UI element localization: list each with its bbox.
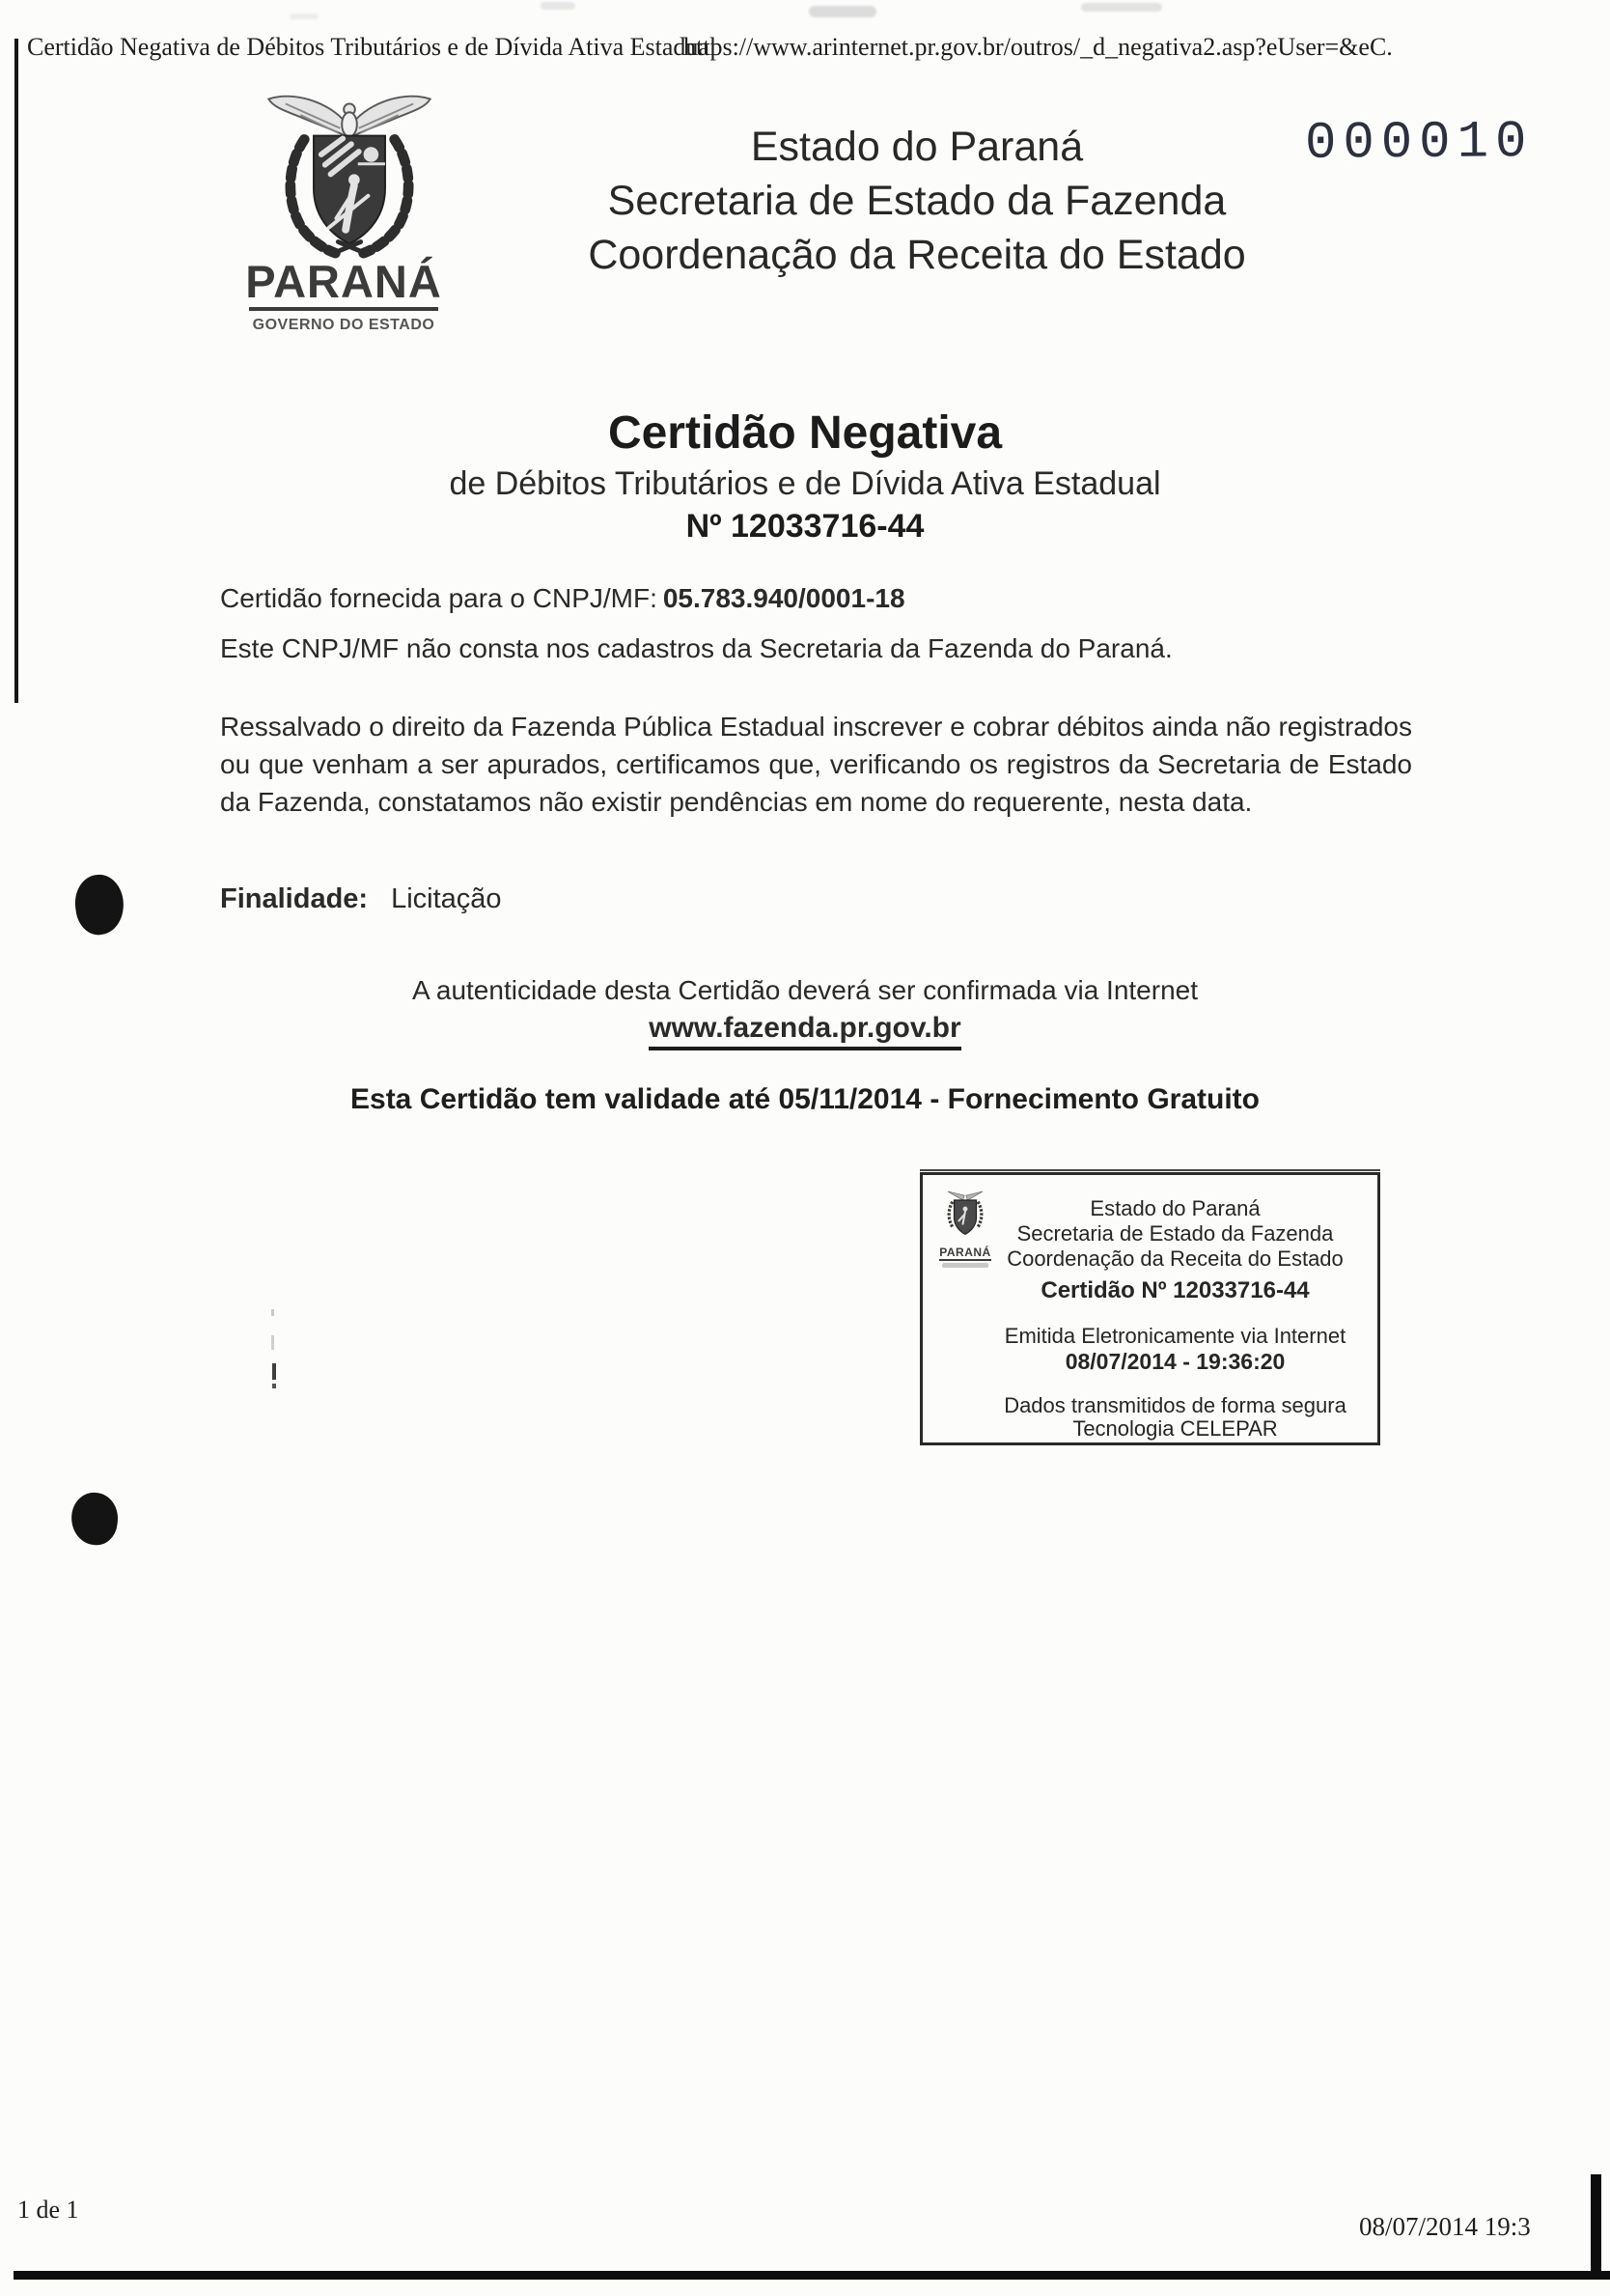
letterhead-line-1: Estado do Paraná (750, 124, 1084, 170)
scan-edge-line (1591, 2174, 1601, 2280)
stamped-sequence-number: 000010 (1304, 113, 1534, 174)
certificate-number: Nº 12033716-44 (685, 508, 925, 545)
box-emission-datetime: 08/07/2014 - 19:36:20 (1065, 1349, 1286, 1374)
punch-hole-mark (71, 872, 127, 938)
box-secure-line-2: Tecnologia CELEPAR (1072, 1416, 1278, 1441)
parana-coat-of-arms-icon (253, 85, 446, 259)
box-secure-line-1: Dados transmitidos de forma segura (1004, 1393, 1346, 1417)
certificate-subtitle: de Débitos Tributários e de Dívida Ativa Estadual (449, 465, 1161, 502)
validity-line: Esta Certidão tem validade até 05/11/2014 - Fornecimento Gratuito (350, 1083, 1260, 1115)
scan-artifact-mark (272, 1384, 276, 1388)
box-letterhead-line-2: Secretaria de Estado da Fazenda (1016, 1221, 1334, 1246)
fazenda-url: www.fazenda.pr.gov.br (649, 1012, 960, 1050)
certificate-title-block (226, 404, 1384, 548)
scan-smudge (809, 6, 876, 17)
box-certificate-number: Certidão Nº 12033716-44 (1041, 1277, 1310, 1303)
scan-smudge (541, 2, 575, 10)
disclaimer-paragraph: Ressalvado o direito da Fazenda Pública Estadual inscrever e cobrar débitos ainda não registrados ou que venham a ser apurados, certificamos que, verificando os registros da Secretaria de Estado da Fazenda, constatamos não existir pendências em nome do requerente, nesta data. (220, 712, 1412, 817)
authenticity-url-line (226, 1012, 1384, 1050)
logo-government-label: GOVERNO DO ESTADO (252, 317, 435, 333)
finalidade-value: Licitação (391, 883, 502, 914)
letterhead (541, 120, 1293, 282)
authenticity-line: A autenticidade desta Certidão deverá ser confirmada via Internet (411, 975, 1199, 1005)
box-letterhead-line-3: Coordenação da Receita do Estado (1007, 1246, 1344, 1271)
certificate-title: Certidão Negativa (607, 407, 1003, 459)
scan-artifact-mark (272, 1363, 276, 1380)
scan-artifact-mark (271, 1335, 274, 1350)
print-header-url: https://www.arinternet.pr.gov.br/outros/_d_negativa2.asp?eUser=&eC. (683, 33, 1393, 61)
punch-hole-mark (69, 1491, 120, 1548)
logo-underline (249, 307, 438, 311)
scan-smudge (1081, 3, 1162, 12)
print-footer-timestamp: 08/07/2014 19:3 (1359, 2212, 1531, 2241)
scan-smudge (290, 14, 319, 19)
parana-logo-wordmark: PARANÁ (245, 256, 442, 307)
cnpj-note: Este CNPJ/MF não consta nos cadastros da Secretaria da Fazenda do Paraná. (220, 633, 1173, 663)
cnpj-label: Certidão fornecida para o CNPJ/MF: (220, 583, 657, 613)
letterhead-line-2: Secretaria de Estado da Fazenda (607, 178, 1227, 224)
box-letterhead-line-1: Estado do Paraná (1090, 1196, 1261, 1220)
cnpj-line (220, 583, 905, 614)
mini-logo-wordmark: PARANÁ (939, 1246, 991, 1259)
emission-info-box (920, 1172, 1380, 1445)
letterhead-line-3: Coordenação da Receita do Estado (588, 232, 1246, 278)
purpose-label: Finalidade: (220, 883, 369, 914)
print-header-title: Certidão Negativa de Débitos Tributários e de Dívida Ativa Estadual (27, 33, 717, 61)
purpose-line (220, 883, 502, 915)
scan-artifact-mark (271, 1309, 274, 1316)
scan-edge-line (14, 2271, 1610, 2280)
print-footer-page-number: 1 de 1 (17, 2196, 79, 2224)
box-emission-line: Emitida Eletronicamente via Internet (1004, 1324, 1346, 1348)
cnpj-value: 05.783.940/0001-18 (662, 583, 905, 613)
scan-edge-line (14, 39, 18, 703)
